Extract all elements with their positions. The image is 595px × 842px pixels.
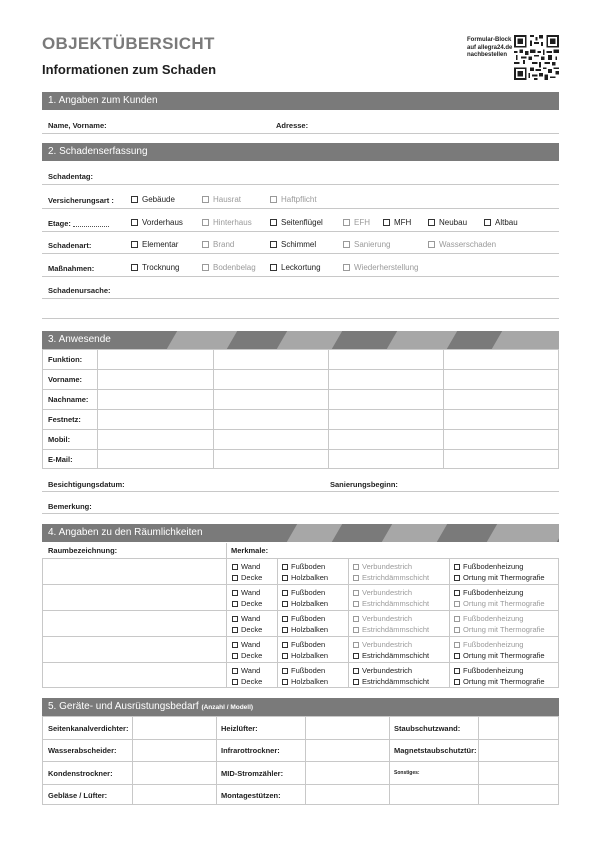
checkbox-label: Fußboden (291, 588, 326, 597)
divider (42, 318, 559, 319)
checkbox-estrichdaemmschicht[interactable] (353, 599, 429, 608)
checkbox-square-icon (232, 601, 238, 607)
checkbox-decke[interactable] (232, 599, 262, 608)
checkbox-fussbodenheizung[interactable] (454, 640, 523, 649)
page-subtitle: Informationen zum Schaden (42, 62, 217, 77)
reorder-note-line: Formular-Block (467, 37, 512, 43)
checkbox-verbundestrich[interactable] (353, 588, 412, 597)
checkbox-square-icon (270, 241, 277, 248)
checkbox-holzbalken[interactable] (282, 677, 328, 686)
checkbox-label: Fußbodenheizung (463, 640, 524, 649)
checkbox-label: Neubau (439, 218, 468, 227)
qr-code-icon (514, 35, 559, 80)
checkbox-label: Bodenbelag (213, 263, 256, 272)
checkbox-label: Holzbalken (291, 625, 329, 634)
divider (42, 184, 559, 185)
checkbox-square-icon (282, 679, 288, 685)
remark-label: Bemerkung: (48, 502, 92, 511)
divider (42, 253, 559, 254)
checkbox-elementar[interactable] (131, 240, 178, 249)
checkbox-square-icon (282, 601, 288, 607)
checkbox-label: Wand (241, 588, 261, 597)
section-4-header (42, 524, 559, 542)
checkbox-label: Wand (241, 614, 261, 623)
checkbox-square-icon (353, 668, 359, 674)
checkbox-label: Estrichdämmschicht (362, 599, 430, 608)
checkbox-ortung-thermografie[interactable] (454, 651, 545, 660)
checkbox-label: Decke (241, 651, 263, 660)
checkbox-square-icon (428, 219, 435, 226)
checkbox-square-icon (282, 642, 288, 648)
checkbox-label: Wiederherstellung (354, 263, 419, 272)
checkbox-verbundestrich[interactable] (353, 666, 412, 675)
checkbox-square-icon (454, 679, 460, 685)
equipment-label: Infrarottrockner: (221, 746, 280, 755)
checkbox-neubau[interactable] (428, 218, 467, 227)
checkbox-label: Holzbalken (291, 599, 329, 608)
checkbox-label: Ortung mit Thermografie (463, 651, 545, 660)
row-divider (42, 636, 559, 637)
cause-label: Schadenursache: (48, 286, 111, 295)
checkbox-label: Hausrat (213, 195, 242, 204)
checkbox-label: Wasserschaden (439, 240, 497, 249)
header-stripe (487, 524, 559, 542)
header-stripe (382, 524, 447, 542)
checkbox-square-icon (232, 616, 238, 622)
checkbox-square-icon (343, 219, 350, 226)
divider (42, 491, 559, 492)
checkbox-trocknung[interactable] (131, 263, 180, 272)
equipment-label: Kondenstrockner: (48, 769, 113, 778)
checkbox-square-icon (202, 219, 209, 226)
checkbox-square-icon (353, 590, 359, 596)
checkbox-square-icon (270, 264, 277, 271)
checkbox-label: Fußbodenheizung (463, 562, 524, 571)
checkbox-seitenfluegel[interactable] (270, 218, 323, 227)
checkbox-square-icon (353, 642, 359, 648)
equipment-label: Montagestützen: (221, 791, 281, 800)
checkbox-wand[interactable] (232, 666, 260, 675)
checkbox-label: Fußboden (291, 640, 326, 649)
checkbox-square-icon (270, 196, 277, 203)
checkbox-label: EFH (354, 218, 370, 227)
checkbox-square-icon (454, 590, 460, 596)
checkbox-fussbodenheizung[interactable] (454, 588, 523, 597)
renovation-start-label: Sanierungsbeginn: (330, 480, 398, 489)
checkbox-label: Holzbalken (291, 651, 329, 660)
checkbox-square-icon (202, 264, 209, 271)
checkbox-square-icon (282, 564, 288, 570)
checkbox-verbundestrich[interactable] (353, 640, 412, 649)
checkbox-label: Ortung mit Thermografie (463, 677, 545, 686)
header-stripe (492, 331, 559, 349)
checkbox-square-icon (454, 616, 460, 622)
checkbox-estrichdaemmschicht[interactable] (353, 625, 429, 634)
checkbox-label: Wand (241, 640, 261, 649)
section-5-header (42, 698, 559, 716)
checkbox-fussbodenheizung[interactable] (454, 666, 523, 675)
divider (42, 513, 559, 514)
damage-type-label: Schadenart: (48, 241, 92, 250)
row-divider (42, 739, 559, 740)
checkbox-square-icon (282, 575, 288, 581)
row-label-function: Funktion: (48, 355, 83, 364)
checkbox-label: Fußbodenheizung (463, 614, 524, 623)
checkbox-ortung-thermografie[interactable] (454, 625, 545, 634)
row-divider (42, 369, 559, 370)
row-divider (42, 610, 559, 611)
checkbox-haftpflicht[interactable] (270, 195, 317, 204)
checkbox-square-icon (232, 627, 238, 633)
checkbox-fussbodenheizung[interactable] (454, 614, 523, 623)
checkbox-label: Holzbalken (291, 573, 329, 582)
checkbox-square-icon (353, 653, 359, 659)
column-divider (449, 558, 450, 688)
equipment-label: Seitenkanalverdichter: (48, 724, 129, 733)
checkbox-square-icon (131, 196, 138, 203)
checkbox-decke[interactable] (232, 573, 262, 582)
checkbox-square-icon (343, 264, 350, 271)
row-label-landline: Festnetz: (48, 415, 81, 424)
checkbox-fussboden[interactable] (282, 614, 325, 623)
checkbox-label: Sanierung (354, 240, 391, 249)
checkbox-label: Verbundestrich (362, 640, 413, 649)
checkbox-ortung-thermografie[interactable] (454, 677, 545, 686)
checkbox-label: Wand (241, 666, 261, 675)
header-stripe (167, 331, 237, 349)
checkbox-wand[interactable] (232, 588, 260, 597)
equipment-label: Staubschutzwand: (394, 724, 461, 733)
checkbox-efh[interactable] (343, 218, 370, 227)
checkbox-square-icon (232, 575, 238, 581)
measures-label: Maßnahmen: (48, 264, 95, 273)
checkbox-ortung-thermografie[interactable] (454, 573, 545, 582)
header-stripe (387, 331, 457, 349)
checkbox-decke[interactable] (232, 625, 262, 634)
divider (42, 231, 559, 232)
checkbox-verbundestrich[interactable] (353, 562, 412, 571)
checkbox-square-icon (343, 241, 350, 248)
equipment-label: Magnetstaubschutztür: (394, 746, 477, 755)
checkbox-wand[interactable] (232, 562, 260, 571)
checkbox-label: Wand (241, 562, 261, 571)
checkbox-square-icon (270, 219, 277, 226)
checkbox-square-icon (454, 627, 460, 633)
checkbox-ortung-thermografie[interactable] (454, 599, 545, 608)
header-stripe (277, 331, 342, 349)
checkbox-label: Trocknung (142, 263, 180, 272)
checkbox-label: Estrichdämmschicht (362, 573, 430, 582)
reorder-note (467, 37, 512, 60)
checkbox-schimmel[interactable] (270, 240, 316, 249)
checkbox-label: Estrichdämmschicht (362, 625, 430, 634)
checkbox-square-icon (232, 679, 238, 685)
checkbox-square-icon (353, 679, 359, 685)
checkbox-holzbalken[interactable] (282, 651, 328, 660)
checkbox-square-icon (282, 668, 288, 674)
row-label-firstname: Vorname: (48, 375, 83, 384)
checkbox-label: Haftpflicht (281, 195, 317, 204)
checkbox-altbau[interactable] (484, 218, 518, 227)
checkbox-fussboden[interactable] (282, 588, 325, 597)
checkbox-square-icon (232, 668, 238, 674)
checkbox-label: Vorderhaus (142, 218, 183, 227)
section-5-title-text: 5. Geräte- und Ausrüstungsbedarf (48, 701, 199, 712)
checkbox-square-icon (353, 616, 359, 622)
checkbox-square-icon (202, 196, 209, 203)
section-3-header (42, 331, 559, 349)
checkbox-label: MFH (394, 218, 412, 227)
checkbox-square-icon (353, 601, 359, 607)
section-3-title: 3. Anwesende (48, 334, 111, 345)
checkbox-square-icon (232, 590, 238, 596)
row-divider (42, 761, 559, 762)
checkbox-label: Estrichdämmschicht (362, 651, 430, 660)
checkbox-gebaeude[interactable] (131, 195, 175, 204)
checkbox-wiederherstellung[interactable] (343, 263, 418, 272)
checkbox-estrichdaemmschicht[interactable] (353, 651, 429, 660)
checkbox-wand[interactable] (232, 614, 260, 623)
row-label-mobile: Mobil: (48, 435, 71, 444)
checkbox-square-icon (232, 642, 238, 648)
checkbox-square-icon (484, 219, 491, 226)
section-1-header (42, 92, 559, 110)
divider (42, 276, 559, 277)
checkbox-label: Fußbodenheizung (463, 666, 524, 675)
checkbox-square-icon (202, 241, 209, 248)
features-label: Merkmale: (231, 546, 269, 555)
checkbox-label: Decke (241, 625, 263, 634)
checkbox-square-icon (232, 564, 238, 570)
equipment-label: Gebläse / Lüfter: (48, 791, 108, 800)
checkbox-mfh[interactable] (383, 218, 411, 227)
checkbox-decke[interactable] (232, 651, 262, 660)
checkbox-bodenbelag[interactable] (202, 263, 256, 272)
checkbox-holzbalken[interactable] (282, 625, 328, 634)
reorder-note-line: auf allegra24.de (467, 44, 513, 51)
checkbox-square-icon (353, 564, 359, 570)
page-title: OBJEKTÜBERSICHT (42, 34, 215, 53)
checkbox-label: Ortung mit Thermografie (463, 573, 545, 582)
checkbox-label: Decke (241, 677, 263, 686)
checkbox-square-icon (454, 564, 460, 570)
divider (42, 133, 559, 134)
checkbox-square-icon (131, 241, 138, 248)
row-label-lastname: Nachname: (48, 395, 89, 404)
checkbox-square-icon (353, 575, 359, 581)
checkbox-holzbalken[interactable] (282, 599, 328, 608)
checkbox-square-icon (282, 590, 288, 596)
checkbox-label: Gebäude (142, 195, 175, 204)
row-divider (42, 389, 559, 390)
checkbox-square-icon (454, 575, 460, 581)
checkbox-square-icon (383, 219, 390, 226)
reorder-note-line: nachbestellen (467, 52, 508, 58)
checkbox-label: Estrichdämmschicht (362, 677, 430, 686)
checkbox-square-icon (454, 668, 460, 674)
checkbox-square-icon (131, 264, 138, 271)
section-1-title: 1. Angaben zum Kunden (48, 95, 158, 106)
checkbox-label: Verbundestrich (362, 588, 413, 597)
section-4-title: 4. Angaben zu den Räumlichkeiten (48, 527, 203, 538)
checkbox-square-icon (454, 642, 460, 648)
checkbox-label: Fußboden (291, 666, 326, 675)
checkbox-decke[interactable] (232, 677, 262, 686)
checkbox-label: Verbundestrich (362, 614, 413, 623)
row-divider (42, 409, 559, 410)
checkbox-label: Decke (241, 573, 263, 582)
row-divider (42, 449, 559, 450)
checkbox-label: Elementar (142, 240, 179, 249)
checkbox-square-icon (353, 627, 359, 633)
checkbox-sanierung[interactable] (343, 240, 390, 249)
checkbox-fussboden[interactable] (282, 666, 325, 675)
row-divider (42, 429, 559, 430)
row-divider (42, 662, 559, 663)
divider (42, 208, 559, 209)
checkbox-label: Fußboden (291, 614, 326, 623)
checkbox-vorderhaus[interactable] (131, 218, 183, 227)
checkbox-label: Altbau (495, 218, 518, 227)
equipment-label: MID-Stromzähler: (221, 769, 284, 778)
checkbox-square-icon (282, 627, 288, 633)
column-divider (277, 558, 278, 688)
checkbox-label: Holzbalken (291, 677, 329, 686)
insurance-label: Versicherungsart : (48, 196, 114, 205)
column-divider (226, 543, 227, 688)
section-5-title (48, 701, 253, 712)
checkbox-fussboden[interactable] (282, 562, 325, 571)
checkbox-leckortung[interactable] (270, 263, 321, 272)
checkbox-label: Verbundestrich (362, 666, 413, 675)
checkbox-label: Fußbodenheizung (463, 588, 524, 597)
checkbox-square-icon (131, 219, 138, 226)
checkbox-hausrat[interactable] (202, 195, 241, 204)
row-divider (42, 584, 559, 585)
header-stripe (287, 524, 342, 542)
checkbox-label: Leckortung (281, 263, 321, 272)
checkbox-label: Ortung mit Thermografie (463, 625, 545, 634)
checkbox-estrichdaemmschicht[interactable] (353, 677, 429, 686)
name-label: Name, Vorname: (48, 121, 107, 130)
checkbox-square-icon (428, 241, 435, 248)
checkbox-estrichdaemmschicht[interactable] (353, 573, 429, 582)
checkbox-label: Schimmel (281, 240, 317, 249)
equipment-other-label: Sonstiges: (394, 770, 420, 776)
checkbox-fussboden[interactable] (282, 640, 325, 649)
checkbox-wasserschaden[interactable] (428, 240, 496, 249)
floor-input-line[interactable] (73, 226, 109, 227)
divider (42, 298, 559, 299)
checkbox-wand[interactable] (232, 640, 260, 649)
checkbox-square-icon (454, 653, 460, 659)
checkbox-label: Fußboden (291, 562, 326, 571)
checkbox-verbundestrich[interactable] (353, 614, 412, 623)
checkbox-label: Decke (241, 599, 263, 608)
checkbox-fussbodenheizung[interactable] (454, 562, 523, 571)
section-2-header (42, 143, 559, 161)
column-divider (348, 558, 349, 688)
equipment-label: Heizlüfter: (221, 724, 258, 733)
checkbox-square-icon (282, 653, 288, 659)
room-name-label: Raumbezeichnung: (48, 546, 118, 555)
checkbox-square-icon (232, 653, 238, 659)
checkbox-label: Seitenflügel (281, 218, 323, 227)
inspection-date-label: Besichtigungsdatum: (48, 480, 125, 489)
checkbox-brand[interactable] (202, 240, 234, 249)
checkbox-label: Ortung mit Thermografie (463, 599, 545, 608)
checkbox-square-icon (454, 601, 460, 607)
row-label-email: E-Mail: (48, 455, 73, 464)
damage-day-label: Schadentag: (48, 172, 94, 181)
address-label: Adresse: (276, 121, 309, 130)
section-5-title-extra: (Anzahl / Modell) (201, 704, 254, 711)
row-divider (42, 784, 559, 785)
section-2-title: 2. Schadenserfassung (48, 146, 148, 157)
checkbox-square-icon (282, 616, 288, 622)
checkbox-hinterhaus[interactable] (202, 218, 252, 227)
checkbox-label: Hinterhaus (213, 218, 252, 227)
floor-label: Etage: (48, 219, 71, 228)
equipment-label: Wasserabscheider: (48, 746, 117, 755)
checkbox-holzbalken[interactable] (282, 573, 328, 582)
checkbox-label: Verbundestrich (362, 562, 413, 571)
checkbox-label: Brand (213, 240, 235, 249)
